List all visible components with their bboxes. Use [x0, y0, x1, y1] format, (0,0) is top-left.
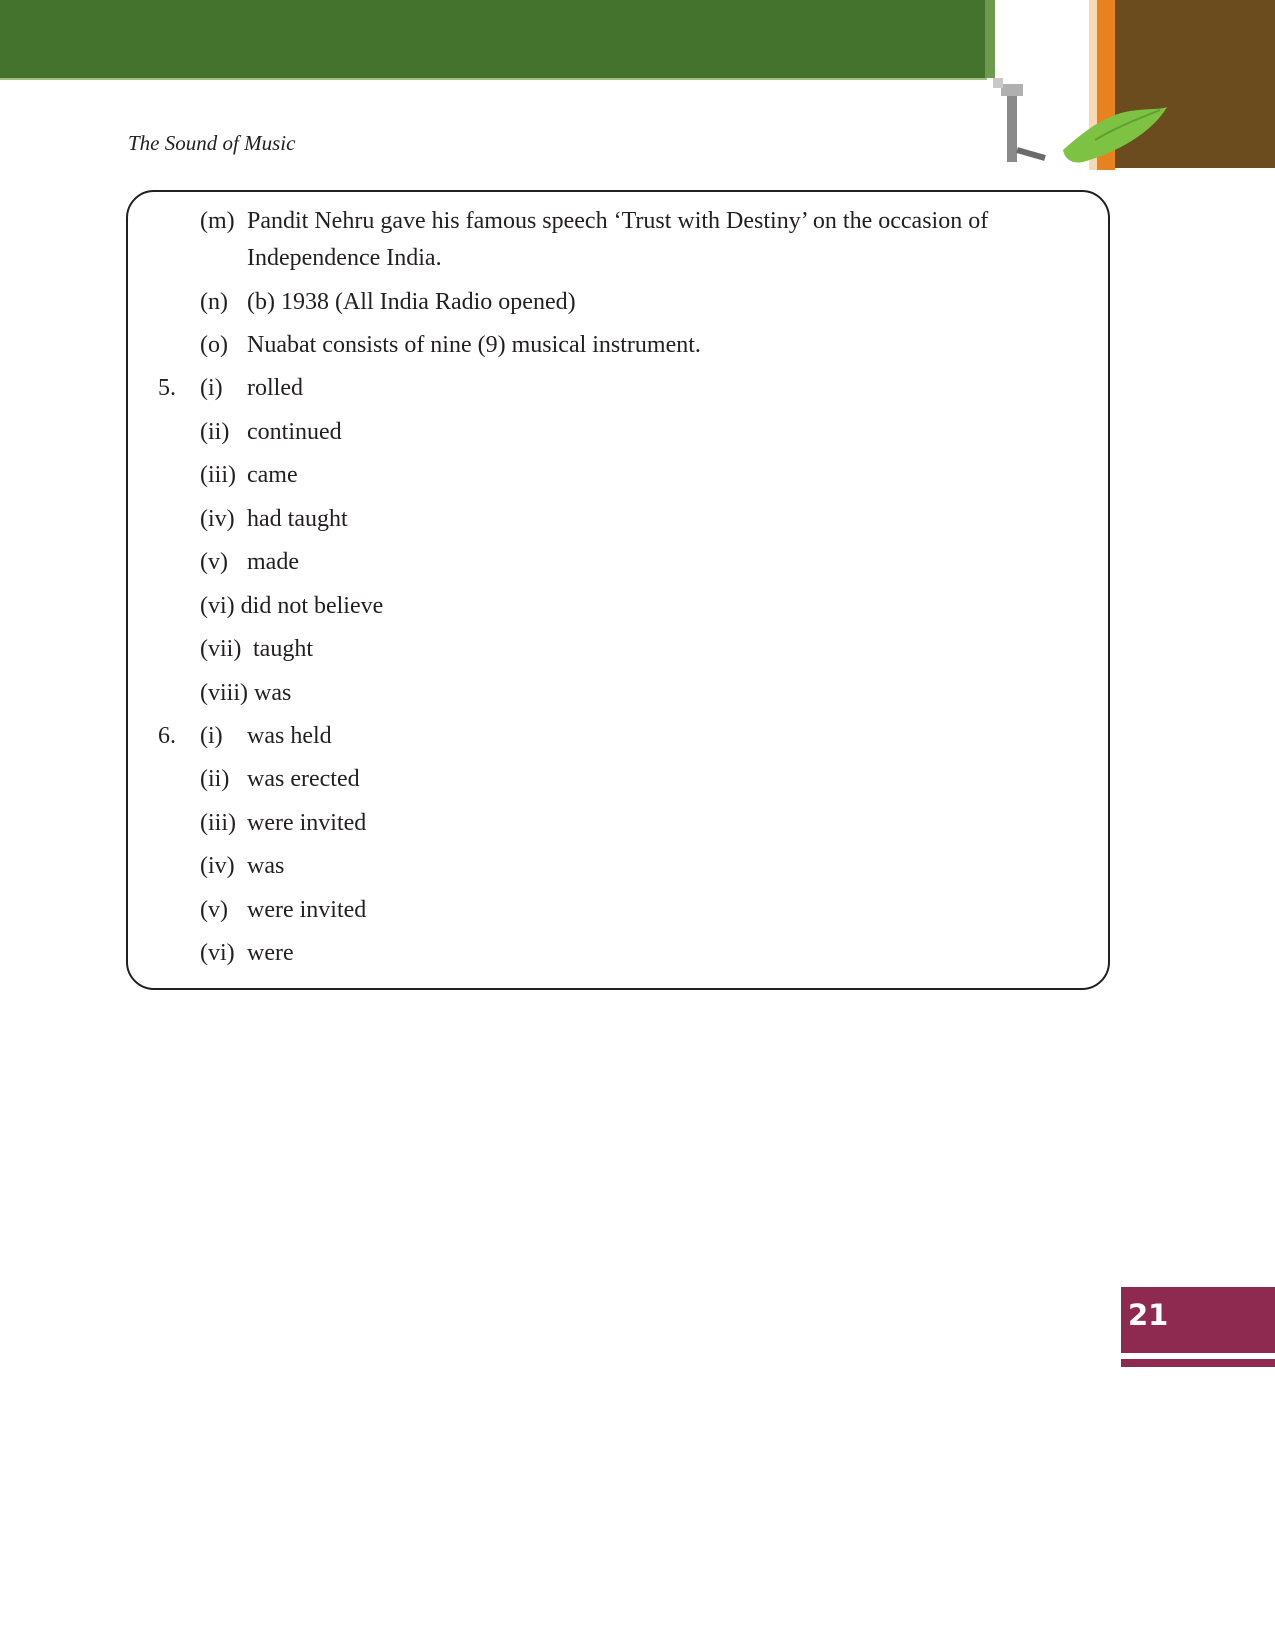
q6-item-label: (v)	[200, 897, 228, 923]
q5-item-text: continued	[247, 419, 342, 445]
q5-item-text: had taught	[247, 506, 348, 532]
q5-item-combined: (vi) did not believe	[200, 593, 384, 619]
q6-item-text: was	[247, 853, 285, 879]
q6-item-text: were invited	[247, 810, 367, 836]
q6-item-text: was held	[247, 723, 332, 749]
q6-item-text: was erected	[247, 766, 360, 792]
page-number-tab-underline	[1121, 1359, 1275, 1367]
q6-item-label: (vi)	[200, 940, 235, 966]
answer-label-o: (o)	[200, 332, 228, 358]
figure-icon	[993, 78, 1045, 162]
q5-item-text: taught	[253, 636, 313, 662]
question-number-5: 5.	[158, 375, 176, 401]
q5-item-label: (v)	[200, 549, 228, 575]
answer-label-n: (n)	[200, 289, 228, 315]
question-number-6: 6.	[158, 723, 176, 749]
answer-text-o: Nuabat consists of nine (9) musical instrument.	[247, 332, 701, 358]
q6-item-text: were invited	[247, 897, 367, 923]
q5-item-label: (iii)	[200, 462, 236, 488]
q6-item-label: (iv)	[200, 853, 235, 879]
q6-item-text: were	[247, 940, 294, 966]
answer-label-m: (m)	[200, 208, 235, 234]
q6-item-label: (iii)	[200, 810, 236, 836]
q6-item-label: (ii)	[200, 766, 230, 792]
header-green-bar	[0, 0, 987, 78]
q5-item-combined: (viii) was	[200, 680, 292, 706]
running-header-title: The Sound of Music	[128, 131, 296, 155]
q5-item-label: (ii)	[200, 419, 230, 445]
q5-item-text: came	[247, 462, 298, 488]
answer-text-m-line1: Pandit Nehru gave his famous speech ‘Trust with Destiny’ on the occasion of	[247, 208, 989, 234]
q5-item-text: made	[247, 549, 299, 575]
q5-item-label: (iv)	[200, 506, 235, 532]
page-number: 21	[1128, 1298, 1169, 1332]
q5-item-label: (i)	[200, 375, 223, 401]
q5-item-text: rolled	[247, 375, 303, 401]
answer-text-m-line2: Independence India.	[247, 245, 442, 271]
corner-decoration	[985, 0, 1275, 170]
q5-item-label: (vii)	[200, 636, 242, 662]
answer-text-n: (b) 1938 (All India Radio opened)	[247, 289, 576, 315]
q6-item-label: (i)	[200, 723, 223, 749]
header-bar-underline	[0, 78, 987, 80]
